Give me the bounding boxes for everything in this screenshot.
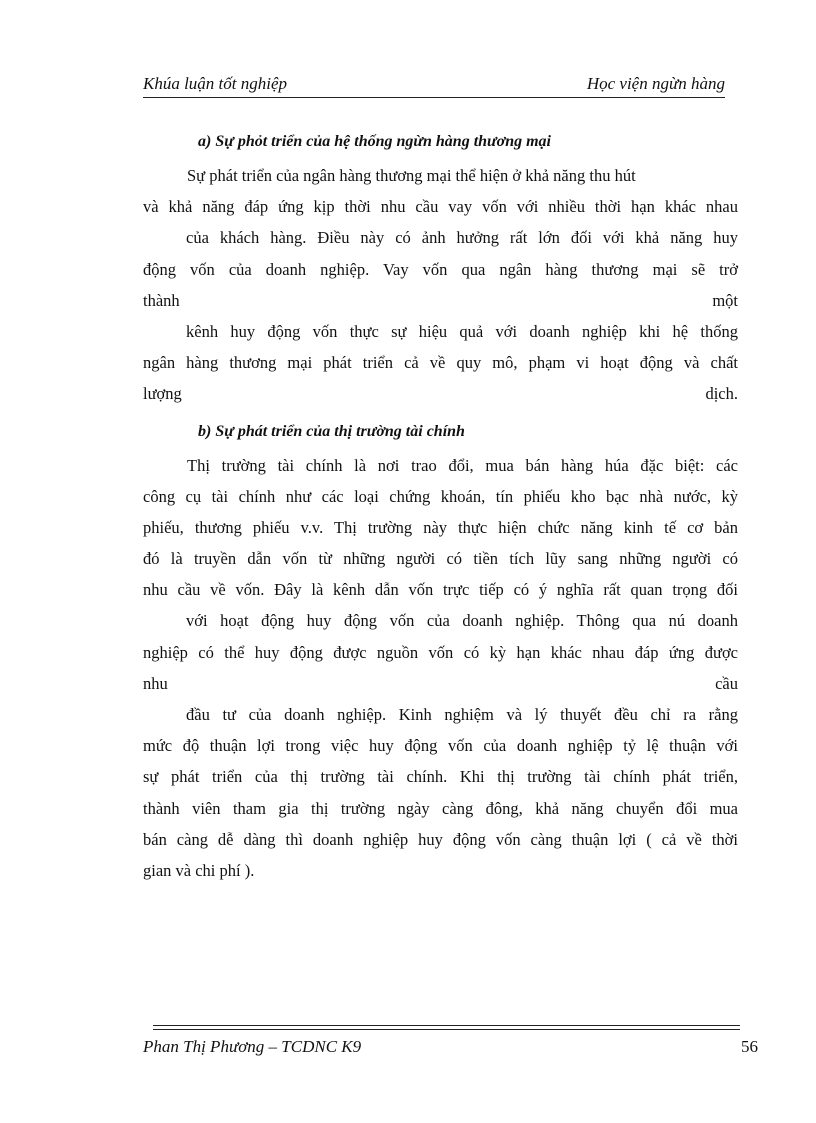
section-a-line-1: Sự phát triển của ngân hàng thương mại thể hiện ở khả năng thu hút [187, 166, 636, 185]
section-b-line-12: thành viên tham gia thị trường ngày càng đông, khả năng chuyển đổi mua [143, 798, 738, 818]
section-b-line-6: với hoạt động huy động vốn của doanh nghiệp. Thông qua nú doanh [186, 611, 738, 631]
page-header [143, 70, 725, 96]
section-b-line-1: Thị trường tài chính là nơi trao đổi, mua bán hàng húa đặc biệt: các [187, 455, 738, 475]
section-b-line-2: công cụ tài chính như các loại chứng khoán, tín phiếu kho bạc nhà nước, kỳ [143, 486, 738, 506]
section-a-line-5: thành một [143, 290, 738, 310]
section-b-line-4: đó là truyền dẫn vốn từ những người có tiền tích lũy sang những người có [143, 549, 738, 569]
section-b-line-11: sự phát triển của thị trường tài chính. Khi thị trường tài chính phát triển, [143, 767, 738, 787]
section-a-line-4: động vốn của doanh nghiệp. Vay vốn qua ngân hàng thương mại sẽ trở [143, 259, 738, 279]
header-right-title: Học viện ngừn hàng [586, 74, 725, 93]
section-a-line-2: và khả năng đáp ứng kịp thời nhu cầu vay vốn với nhiều thời hạn khác nhau [143, 197, 738, 217]
section-b-line-5: nhu cầu về vốn. Đây là kênh dẫn vốn trực tiếp có ý nghĩa rất quan trọng đối [143, 580, 738, 600]
section-b-line-7: nghiệp có thể huy động được nguồn vốn có kỳ hạn khác nhau đáp ứng được [143, 642, 738, 662]
section-a-line-8: lượng dịch. [143, 384, 738, 404]
page-number: 56 [741, 1037, 758, 1056]
section-b-line-13: bán càng dễ dàng thì doanh nghiệp huy động vốn càng thuận lợi ( cả về thời [143, 829, 738, 849]
page-body [143, 120, 738, 886]
footer-author: Phan Thị Phương – TCDNC K9 [143, 1037, 362, 1056]
section-b-line-3: phiếu, thương phiếu v.v. Thị trường này thực hiện chức năng kinh tế cơ bản [143, 517, 738, 537]
footer-divider-thin [153, 1029, 740, 1030]
section-a-heading: a) Sự phỏt triển của hệ thống ngừn hàng thương mại [198, 133, 551, 150]
page-footer [143, 1035, 758, 1059]
section-a-line-3: của khách hàng. Điều này có ảnh hưởng rất lớn đối với khả năng huy [186, 228, 738, 248]
section-b-heading: b) Sự phát triển của thị trường tài chính [198, 422, 465, 440]
header-divider [143, 97, 725, 98]
header-left-title: Khúa luận tốt nghiệp [143, 74, 288, 93]
section-b-line-9: đầu tư của doanh nghiệp. Kinh nghiệm và lý thuyết đều chỉ ra rằng [186, 705, 738, 724]
section-a-line-6: kênh huy động vốn thực sự hiệu quả với doanh nghiệp khi hệ thống [186, 321, 738, 341]
section-b-line-14: gian và chi phí ). [143, 860, 255, 880]
footer-divider-thick [153, 1025, 740, 1026]
section-a-line-7: ngân hàng thương mại phát triển cả về quy mô, phạm vi hoạt động và chất [143, 353, 738, 373]
section-b-line-10: mức độ thuận lợi trong việc huy động vốn của doanh nghiệp tỷ lệ thuận với [143, 736, 738, 756]
section-b-line-8: nhu cầu [143, 673, 738, 693]
